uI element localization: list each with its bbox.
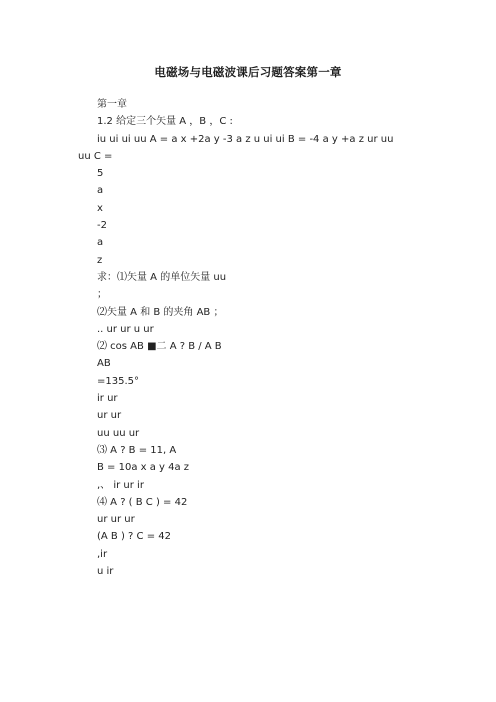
angle-result: =135.5° [97, 375, 140, 387]
text-line: a [97, 237, 104, 249]
cross-product-result: B = 10a x a y 4a z [97, 462, 190, 474]
text-line: z [97, 254, 103, 266]
text-line: ur ur ur [97, 514, 135, 526]
text-line: ,ir [97, 548, 108, 560]
text-line: .. ur ur u ur [97, 323, 154, 335]
document-title: 电磁场与电磁波课后习题答案第一章 [154, 65, 342, 79]
text-line: ； [97, 289, 107, 301]
vector-definitions-continued: uu C = [78, 150, 113, 162]
text-line: 5 [97, 168, 104, 180]
text-line: ir ur [97, 393, 118, 405]
vector-definitions: iu ui ui uu A = a x +2a y -3 a z u ui ui B = -4 a y +a z ur uu [97, 133, 394, 145]
text-line: x [97, 202, 103, 214]
text-line: ,、 ir ur ir [97, 479, 144, 491]
question-1: 求：⑴矢量 A 的单位矢量 uu [97, 271, 227, 283]
text-line: AB [97, 358, 111, 370]
text-line: u ir [97, 566, 114, 578]
text-line: uu uu ur [97, 427, 140, 439]
answer-3: ⑶ A ? B = 11, A [97, 444, 177, 456]
chapter-heading: 第一章 [97, 99, 127, 110]
triple-product-result: (A B ) ? C = 42 [97, 531, 171, 543]
problem-statement: 1.2 给定三个矢量 A ，B ，C : [97, 116, 233, 128]
text-line: a [97, 185, 104, 197]
answer-4: ⑷ A ? ( B C ) = 42 [97, 496, 188, 508]
question-2: ⑵矢量 A 和 B 的夹角 AB ； [97, 306, 224, 318]
document-body [0, 96, 496, 580]
text-line: -2 [97, 220, 107, 232]
text-line: ur ur [97, 410, 122, 422]
answer-2: ⑵ cos AB ■二 A ? B / A B [97, 341, 222, 353]
